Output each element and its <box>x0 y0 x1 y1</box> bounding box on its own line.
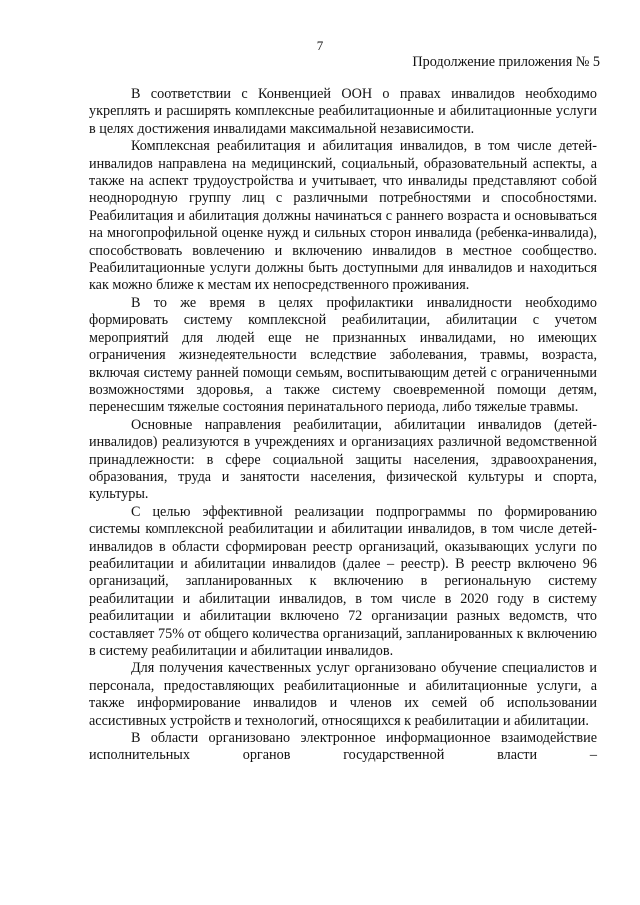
paragraph-convention: В соответствии с Конвенцией ООН о правах инвалидов необходимо укреплять и расширять комплексные реабилитационные и абилитационные услуги в целях достижения инвалидами максимальной независимости. <box>89 86 597 137</box>
document-body <box>89 86 597 765</box>
paragraph-disability-prevention: В то же время в целях профилактики инвалидности необходимо формировать систему комплексной реабилитации, абилитации с учетом мероприятий для людей еще не признанных инвалидами, но имеющих ограничения жизнедеятельности вследствие заболевания, травмы, возраста, включая систему ранней помощи семьям, воспитывающим детей с ограниченными возможностями здоровья, а также систему своевременной помощи детям, перенесшим тяжелые состояния перинатального периода, либо тяжелые травмы. <box>89 294 597 416</box>
page-number: 7 <box>316 38 324 53</box>
paragraph-organizations-registry: С целью эффективной реализации подпрограммы по формированию системы комплексной реабилитации и абилитации инвалидов, в том числе детей-инвалидов в области сформирован реестр организаций, оказывающих услуги по реабилитации и абилитации инвалидов (далее – реестр). В реестр включено 96 организаций, запланированных к включению в региональную систему реабилитации и абилитации инвалидов, в том числе в 2020 году в систему реабилитации и абилитации включено 72 организации разных ведомств, что составляет 75% от общего количества организаций, запланированных к включению в систему реабилитации и абилитации инвалидов. <box>89 503 597 659</box>
paragraph-main-directions: Основные направления реабилитации, абилитации инвалидов (детей-инвалидов) реализуются в учреждениях и организациях различной ведомственной принадлежности: в сфере социальной защиты населения, здравоохранения, образования, труда и занятости населения, физической культуры и спорта, культуры. <box>89 416 597 503</box>
paragraph-specialist-training: Для получения качественных услуг организовано обучение специалистов и персонала, предоставляющих реабилитационные и абилитационные услуги, а также информирование инвалидов и членов их семей об использовании ассистивных устройств и технологий, относящихся к реабилитации и абилитации. <box>89 660 597 729</box>
appendix-continuation-note: Продолжение приложения № 5 <box>412 54 600 70</box>
paragraph-electronic-interaction: В области организовано электронное информационное взаимодействие исполнительных органов государственной власти – <box>89 730 597 764</box>
paragraph-comprehensive-rehabilitation: Комплексная реабилитация и абилитация инвалидов, в том числе детей-инвалидов направлена на медицинский, социальный, образовательный аспекты, а также на аспект трудоустройства и учитывает, что инвалиды представляют собой неоднородную группу лиц с различными потребностями и способностями. Реабилитация и абилитация должны начинаться с раннего возраста и основываться на многопрофильной оценке нужд и сильных сторон инвалида (ребенка-инвалида), способствовать вовлечению и включению инвалидов в местное сообщество. Реабилитационные услуги должны быть доступными для инвалидов и находиться как можно ближе к местам их непосредственного проживания. <box>89 138 597 294</box>
